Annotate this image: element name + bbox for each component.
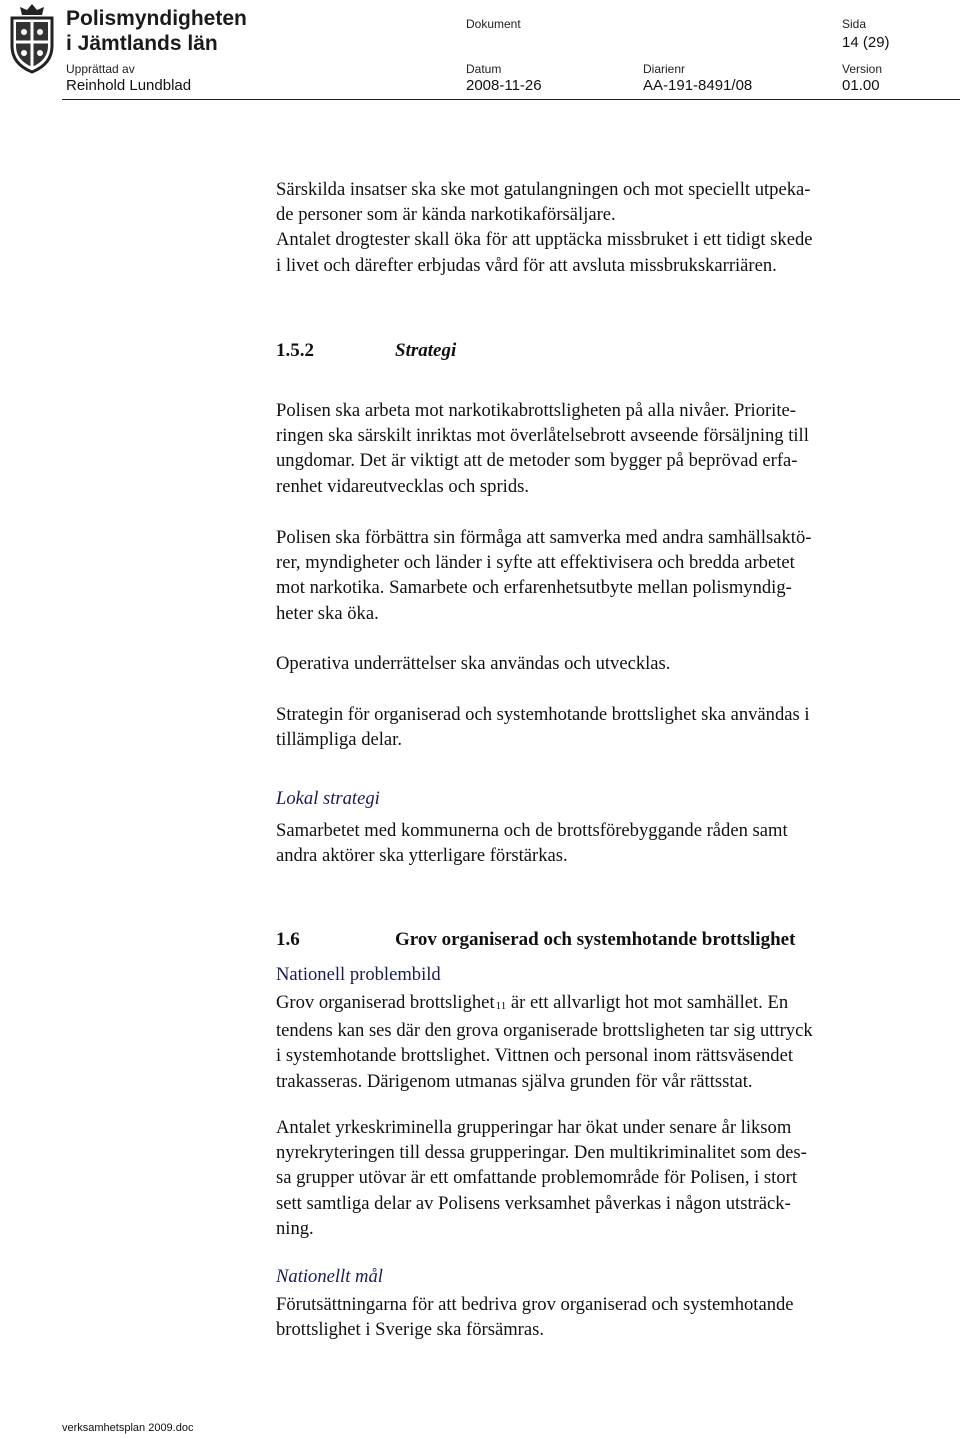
registry-value: AA-191-8491/08: [643, 77, 753, 94]
paragraph-organized-crime-strategy: [276, 702, 810, 752]
text-line: ungdomar. Det är viktigt att de metoder som bygger på beprövad erfa-: [276, 450, 798, 472]
paragraph-strategy: [276, 398, 809, 499]
text-line: sett samtliga delar av Polisens verksamhet påverkas i någon utsträck-: [276, 1192, 791, 1214]
text-line: ringen ska särskilt inriktas mot överlåtelsebrott avseende försäljning till: [276, 425, 809, 447]
text-line: Strategin för organiserad och systemhotande brottslighet ska användas i: [276, 704, 810, 725]
footnote-reference[interactable]: 11: [495, 1000, 507, 1012]
text-line: Förutsättningarna för att bedriva grov organiserad och systemhotande: [276, 1294, 794, 1315]
text-line: i systemhotande brottslighet. Vittnen och personal inom rättsväsendet: [276, 1045, 794, 1067]
footer-filename: verksamhetsplan 2009.doc: [62, 1422, 194, 1434]
section-1-5-2-title: Strategi: [395, 340, 457, 361]
text-line: tendens kan ses där den grova organiserade brottsligheten tar sig uttryck: [276, 1020, 813, 1042]
section-1-6-title: Grov organiserad och systemhotande brottslighet: [395, 929, 796, 950]
author-value: Reinhold Lundblad: [66, 77, 192, 94]
text-line: andra aktörer ska ytterligare förstärkas.: [276, 845, 568, 867]
paragraph-career-criminals: [276, 1115, 807, 1241]
text-line: ning.: [276, 1217, 314, 1239]
page-number: 14 (29): [842, 34, 890, 51]
text-line: [276, 990, 813, 1018]
national-goal-heading: Nationellt mål: [276, 1266, 383, 1287]
paragraph-cooperation: [276, 525, 811, 626]
document-type-label: Dokument: [466, 17, 521, 31]
text-line: Samarbetet med kommunerna och de brottsförebyggande råden samt: [276, 820, 788, 841]
national-problem-heading: Nationell problembild: [276, 964, 441, 985]
text-run: Grov organiserad brottslighet: [276, 992, 495, 1013]
date-label: Datum: [466, 62, 502, 76]
version-label: Version: [842, 62, 883, 76]
header-divider: [62, 99, 960, 100]
section-1-6-number: 1.6: [276, 929, 300, 950]
paragraph-intelligence: Operativa underrättelser ska användas och utvecklas.: [276, 653, 671, 674]
text-line: de personer som är kända narkotikaförsäljare.: [276, 204, 616, 226]
version-value: 01.00: [842, 77, 880, 94]
text-line: sa grupper utövar är ett omfattande problemområde för Polisen, i stort: [276, 1167, 797, 1189]
text-line: trakasseras. Därigenom utmanas själva grunden för vår rättsstat.: [276, 1070, 753, 1092]
text-line: Särskilda insatser ska ske mot gatulangningen och mot speciellt utpeka-: [276, 179, 811, 200]
police-crest-icon: [4, 2, 60, 74]
organization-name: [66, 6, 247, 56]
text-line: Polisen ska arbeta mot narkotikabrottsligheten på alla nivåer. Priorite-: [276, 400, 796, 421]
text-line: rer, myndigheter och länder i syfte att effektivisera och bredda arbetet: [276, 552, 795, 574]
text-line: renhet vidareutvecklas och sprids.: [276, 475, 529, 497]
section-1-5-2-number: 1.5.2: [276, 340, 314, 361]
paragraph-local-strategy: [276, 818, 788, 868]
text-line: nyrekryteringen till dessa grupperingar. Den multikriminalitet som des-: [276, 1142, 807, 1164]
paragraph-special-efforts: [276, 177, 813, 278]
text-line: Antalet drogtester skall öka för att upptäcka missbruket i ett tidigt skede: [276, 229, 813, 251]
org-name-line2: i Jämtlands län: [66, 32, 218, 55]
text-line: tillämpliga delar.: [276, 729, 402, 751]
text-line: Antalet yrkeskriminella grupperingar har ökat under senare år liksom: [276, 1117, 792, 1138]
paragraph-national-goal: [276, 1292, 794, 1342]
text-line: Polisen ska förbättra sin förmåga att samverka med andra samhällsaktö-: [276, 527, 812, 548]
text-line: brottslighet i Sverige ska försämras.: [276, 1319, 545, 1341]
text-run: är ett allvarligt hot mot samhället. En: [506, 992, 789, 1013]
text-line: mot narkotika. Samarbete och erfarenhetsutbyte mellan polismyndig-: [276, 577, 792, 599]
registry-label: Diarienr: [643, 62, 686, 76]
author-label: Upprättad av: [66, 62, 135, 76]
text-line: i livet och därefter erbjudas vård för att avsluta missbrukskarriären.: [276, 254, 777, 276]
page-label: Sida: [842, 17, 867, 31]
local-strategy-heading: Lokal strategi: [276, 788, 380, 809]
org-name-line1: Polismyndigheten: [66, 7, 247, 30]
text-line: heter ska öka.: [276, 602, 379, 624]
date-value: 2008-11-26: [466, 77, 542, 94]
paragraph-national-problem: [276, 990, 813, 1094]
